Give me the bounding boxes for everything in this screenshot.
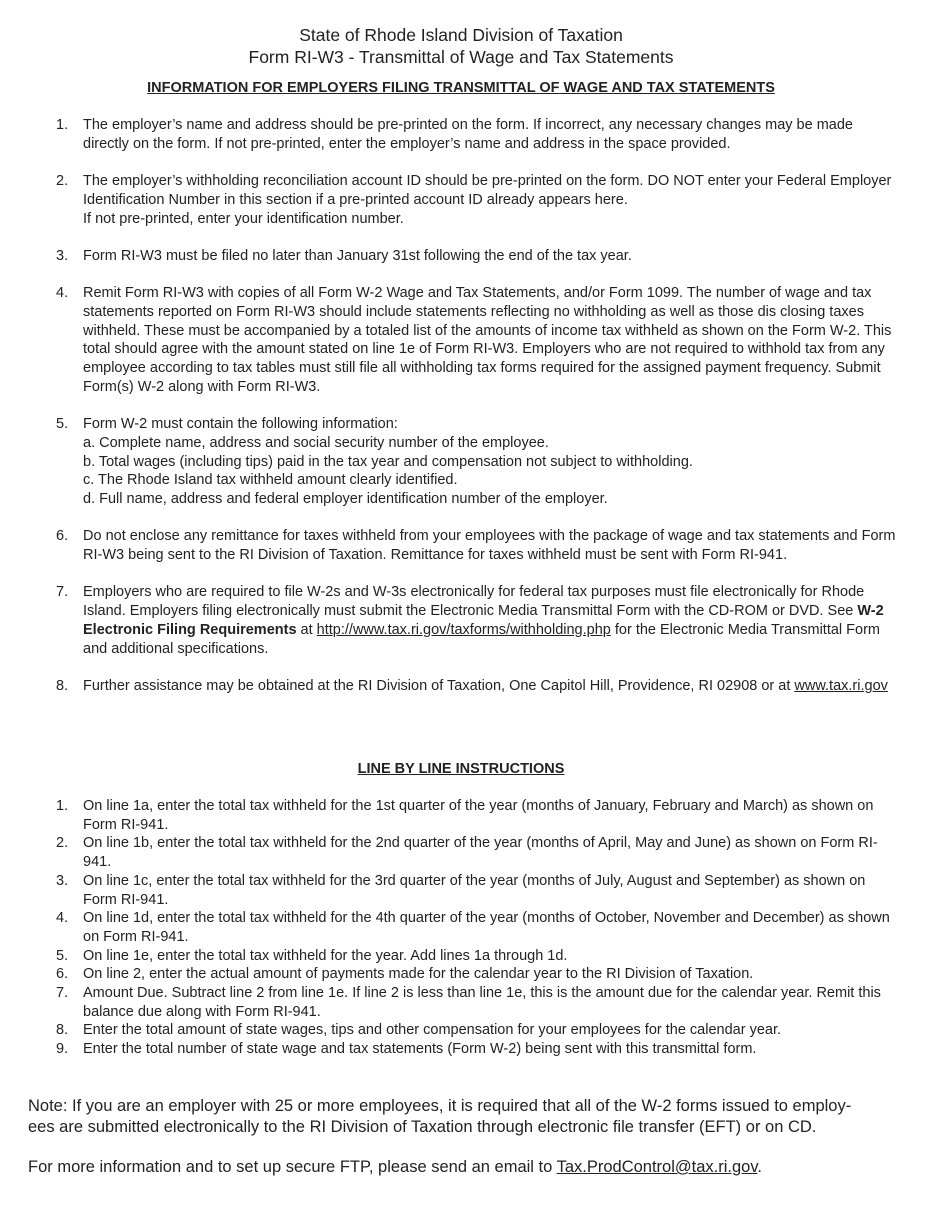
info-heading: INFORMATION FOR EMPLOYERS FILING TRANSMITTAL OF WAGE AND TAX STATEMENTS xyxy=(147,80,775,96)
item-number: 5. xyxy=(56,947,69,964)
item-text: Further assistance may be obtained at the RI Division of Taxation, One Capitol Hill, Providence, RI 02908 or at xyxy=(83,677,795,694)
line-instructions-heading: LINE BY LINE INSTRUCTIONS xyxy=(357,761,565,777)
email-link[interactable]: Tax.ProdControl@tax.ri.gov xyxy=(556,1158,758,1176)
item-text: Form RI-W3 must be filed no later than January 31st following the end of the tax year. xyxy=(83,247,632,264)
withholding-forms-link[interactable]: http://www.tax.ri.gov/taxforms/withholding.php xyxy=(316,621,611,638)
item-number: 1. xyxy=(56,798,69,814)
item-text: On line 1b, enter the total tax withheld for the 2nd quarter of the year (months of April, May and June) as shown on Form RI-941. xyxy=(83,835,878,871)
item-text: Enter the total amount of state wages, tips and other compensation for your employees for the calendar year. xyxy=(83,1022,782,1039)
item-number: 2. xyxy=(56,173,69,190)
item-text: Remit Form RI-W3 with copies of all Form W-2 Wage and Tax Statements, and/or Form 1099. The number of wage and tax statements reported on Form RI-W3 should include statements reflecting no withholding as well as those dis closing taxes withheld. These must be accompanied by a totaled list of the amounts of income tax withheld as shown on the Form W-2. This total should agree with the amount stated on line 1e of Form RI-W3. Employers who are not required to withhold tax from any employee according to tax tables must still file all withholding tax forms required for the assigned payment frequency. Submit Form(s) W-2 along with Form RI-W3. xyxy=(83,285,892,395)
contact-note xyxy=(28,1157,898,1178)
tax-website-link[interactable]: www.tax.ri.gov xyxy=(794,677,888,694)
item-text: On line 1e, enter the total tax withheld for the year. Add lines 1a through 1d. xyxy=(83,947,568,964)
filing-requirements-title: W-2 Electronic Filing Requirements xyxy=(83,603,884,638)
info-item-2 xyxy=(56,172,896,228)
contact-text: . xyxy=(757,1158,762,1176)
item-text: The employer’s name and address should be pre-printed on the form. If incorrect, any necessary changes may be made directly on the form. If not pre-printed, enter the employer’s name and address in the space provided. xyxy=(83,117,853,152)
item-number: 7. xyxy=(56,985,69,1002)
sub-item: c. The Rhode Island tax withheld amount clearly identified. xyxy=(83,472,458,489)
item-text: The employer’s withholding reconciliation account ID should be pre-printed on the form. DO NOT enter your Federal Employer Identification Number in this section if a pre-printed account ID already appears here. xyxy=(83,173,892,208)
line-item-7 xyxy=(56,984,896,1021)
info-item-4 xyxy=(56,284,896,396)
item-number: 6. xyxy=(56,966,69,983)
item-number: 2. xyxy=(56,835,69,852)
form-title: Form RI-W3 - Transmittal of Wage and Tax Statements xyxy=(248,47,674,67)
agency-title: State of Rhode Island Division of Taxation xyxy=(299,25,623,45)
info-item-8 xyxy=(56,677,896,696)
item-text: On line 1a, enter the total tax withheld for the 1st quarter of the year (months of January, February and March) as shown on Form RI-941. xyxy=(83,798,874,833)
info-list xyxy=(56,116,896,714)
item-text: at xyxy=(296,621,317,638)
item-text: If not pre-printed, enter your identification number. xyxy=(83,210,404,227)
item-number: 4. xyxy=(56,910,69,927)
line-item-6 xyxy=(56,965,896,984)
item-number: 4. xyxy=(56,285,69,302)
info-item-5 xyxy=(56,415,896,509)
line-item-9 xyxy=(56,1040,896,1059)
item-text: Amount Due. Subtract line 2 from line 1e. If line 2 is less than line 1e, this is the amount due for the calendar year. Remit this balance due along with Form RI-941. xyxy=(83,985,881,1020)
item-text: for the Electronic Media Transmittal Form and additional specifications. xyxy=(83,621,880,657)
item-text: Enter the total number of state wage and tax statements (Form W-2) being sent with this transmittal form. xyxy=(83,1041,757,1058)
item-number: 6. xyxy=(56,528,69,545)
line-item-2 xyxy=(56,834,896,871)
line-instructions-list xyxy=(56,797,896,1059)
info-item-7 xyxy=(56,583,896,658)
note-line: Note: If you are an employer with 25 or more employees, it is required that all of the W-2 forms issued to employ- xyxy=(28,1097,852,1115)
item-number: 8. xyxy=(56,1022,69,1039)
item-text: Form W-2 must contain the following information: xyxy=(83,416,398,433)
note-line: ees are submitted electronically to the RI Division of Taxation through electronic file transfer (EFT) or on CD. xyxy=(28,1117,817,1136)
item-text: Employers who are required to file W-2s and W-3s electronically for federal tax purposes must file electronically for Rhode Island. Employers filing electronically must submit the Electronic Media Transmittal Form with the CD-ROM or DVD. See xyxy=(83,584,865,620)
item-text: On line 2, enter the actual amount of payments made for the calendar year to the RI Division of Taxation. xyxy=(83,966,754,983)
item-number: 8. xyxy=(56,677,69,694)
item-number: 3. xyxy=(56,247,69,264)
line-item-3 xyxy=(56,872,896,909)
item-number: 7. xyxy=(56,584,69,601)
info-item-1 xyxy=(56,116,896,153)
sub-item: d. Full name, address and federal employer identification number of the employer. xyxy=(83,491,608,507)
line-item-5 xyxy=(56,947,896,966)
sub-item: a. Complete name, address and social security number of the employee. xyxy=(83,434,549,451)
sub-item: b. Total wages (including tips) paid in the tax year and compensation not subject to withholding. xyxy=(83,453,693,470)
item-text: On line 1c, enter the total tax withheld for the 3rd quarter of the year (months of July, August and September) as shown on Form RI-941. xyxy=(83,872,866,908)
info-item-3 xyxy=(56,247,896,266)
item-number: 5. xyxy=(56,416,69,433)
item-number: 1. xyxy=(56,117,69,133)
line-item-8 xyxy=(56,1021,896,1040)
item-text: On line 1d, enter the total tax withheld for the 4th quarter of the year (months of October, November and December) as shown on Form RI-941. xyxy=(83,910,890,945)
electronic-filing-note xyxy=(28,1096,898,1137)
item-text: Do not enclose any remittance for taxes withheld from your employees with the package of wage and tax statements and Form RI-W3 being sent to the RI Division of Taxation. Remittance for taxes withheld must be sent with Form RI-941. xyxy=(83,528,896,564)
item-number: 3. xyxy=(56,872,69,889)
item-number: 9. xyxy=(56,1041,69,1058)
line-item-4 xyxy=(56,909,896,946)
line-item-1 xyxy=(56,797,896,834)
contact-text: For more information and to set up secure FTP, please send an email to xyxy=(28,1158,557,1176)
info-item-6 xyxy=(56,527,896,564)
